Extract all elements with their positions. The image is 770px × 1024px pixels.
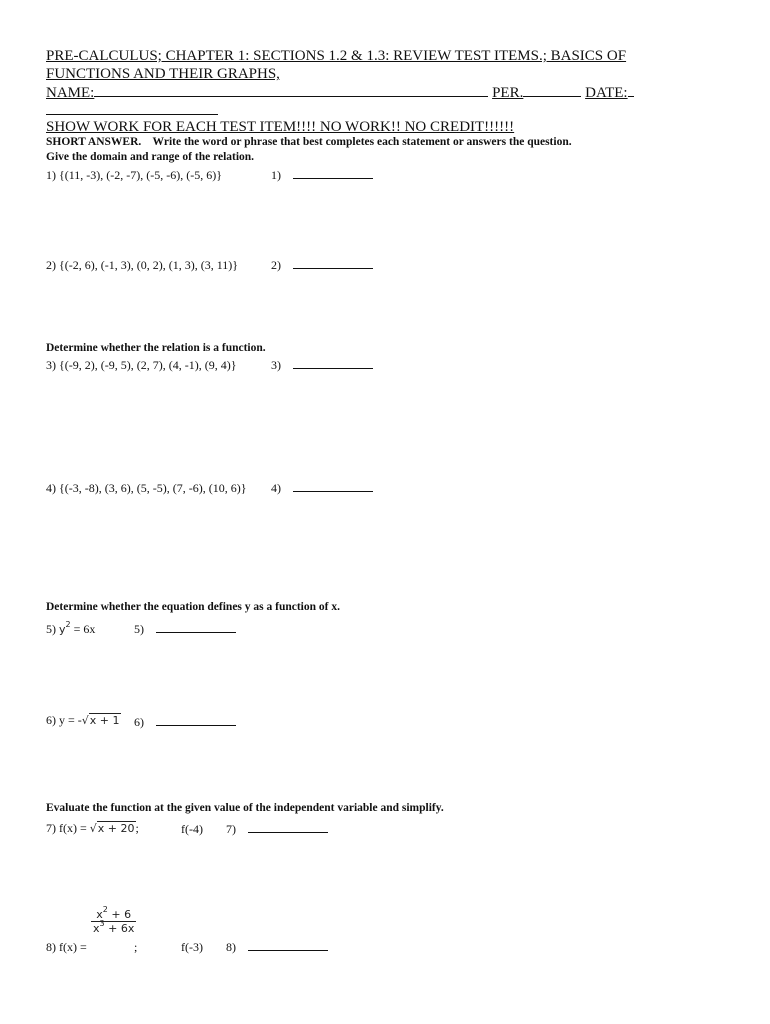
question-7: 7) f(x) = √x + 20; (46, 821, 139, 835)
eval-7: f(-4) (181, 822, 203, 836)
question-4: 4) {(-3, -8), (3, 6), (5, -5), (7, -6), (10, 6)} (46, 481, 247, 495)
title-line-1: PRE-CALCULUS; CHAPTER 1: SECTIONS 1.2 & 1.3: REVIEW TEST ITEMS.; BASICS OF (46, 48, 627, 64)
short-answer-instructions (46, 136, 572, 148)
question-8-label: 8) f(x) = (46, 940, 87, 954)
answer-4: 4) (271, 481, 373, 496)
question-1: 1) {(11, -3), (-2, -7), (-5, -6), (-5, 6)} (46, 168, 223, 182)
section-heading-y-function-of-x: Determine whether the equation defines y as a function of x. (46, 601, 340, 613)
question-3: 3) {(-9, 2), (-9, 5), (2, 7), (4, -1), (9, 4)} (46, 358, 237, 372)
question-2-text: {(-2, 6), (-1, 3), (0, 2), (1, 3), (3, 11)} (59, 258, 239, 272)
equation-5: $y^2$ (59, 620, 71, 636)
question-5: 5) $y^2 = 6x$ (46, 620, 96, 636)
fraction-8-numerator: $x^2 + 6$ (91, 908, 136, 922)
answer-5: 5) (134, 622, 236, 637)
question-6: 6) y = -√x + 1 (46, 713, 120, 727)
answer-2: 2) (271, 258, 373, 273)
date-field-continued[interactable] (46, 100, 218, 115)
answer-8: 8) (226, 940, 328, 955)
section-heading-domain-range: Give the domain and range of the relation. (46, 151, 255, 163)
answer-blank-3[interactable] (293, 358, 373, 369)
answer-blank-7[interactable] (248, 822, 328, 833)
answer-blank-6[interactable] (156, 715, 236, 726)
fraction-8 (91, 905, 136, 935)
sqrt-7: √x + 20 (89, 822, 135, 835)
show-work-notice: SHOW WORK FOR EACH TEST ITEM!!!! NO WORK!! NO CREDIT!!!!!! (46, 119, 515, 135)
answer-blank-5[interactable] (156, 622, 236, 633)
per-field[interactable] (523, 83, 581, 97)
question-1-text: {(11, -3), (-2, -7), (-5, -6), (-5, 6)} (59, 168, 223, 182)
date-field[interactable] (628, 83, 634, 97)
answer-blank-2[interactable] (293, 258, 373, 269)
question-4-text: {(-3, -8), (3, 6), (5, -5), (7, -6), (10, 6)} (59, 481, 247, 495)
title-line-2: FUNCTIONS AND THEIR GRAPHS, (46, 66, 280, 82)
short-answer-text: Write the word or phrase that best completes each statement or answers the question. (152, 136, 572, 148)
answer-1: 1) (271, 168, 373, 183)
question-2: 2) {(-2, 6), (-1, 3), (0, 2), (1, 3), (3, 11)} (46, 258, 239, 272)
eval-8: f(-3) (181, 940, 203, 954)
question-3-text: {(-9, 2), (-9, 5), (2, 7), (4, -1), (9, 4)} (59, 358, 237, 372)
section-heading-evaluate: Evaluate the function at the given value of the independent variable and simplify. (46, 802, 444, 814)
date-label: DATE: (585, 85, 628, 101)
name-field[interactable] (94, 83, 488, 97)
answer-blank-4[interactable] (293, 481, 373, 492)
section-heading-is-function: Determine whether the relation is a function. (46, 342, 266, 354)
answer-7: 7) (226, 822, 328, 837)
sqrt-6: √x + 1 (81, 714, 120, 727)
answer-blank-8[interactable] (248, 940, 328, 951)
answer-blank-1[interactable] (293, 168, 373, 179)
fraction-8-denominator: $x^3 + 6x$ (93, 919, 135, 935)
answer-3: 3) (271, 358, 373, 373)
per-label: PER. (492, 85, 524, 101)
name-label: NAME: (46, 85, 95, 101)
question-8-suffix: ; (134, 940, 138, 954)
short-answer-title: SHORT ANSWER. (46, 136, 142, 148)
answer-6: 6) (134, 715, 236, 730)
